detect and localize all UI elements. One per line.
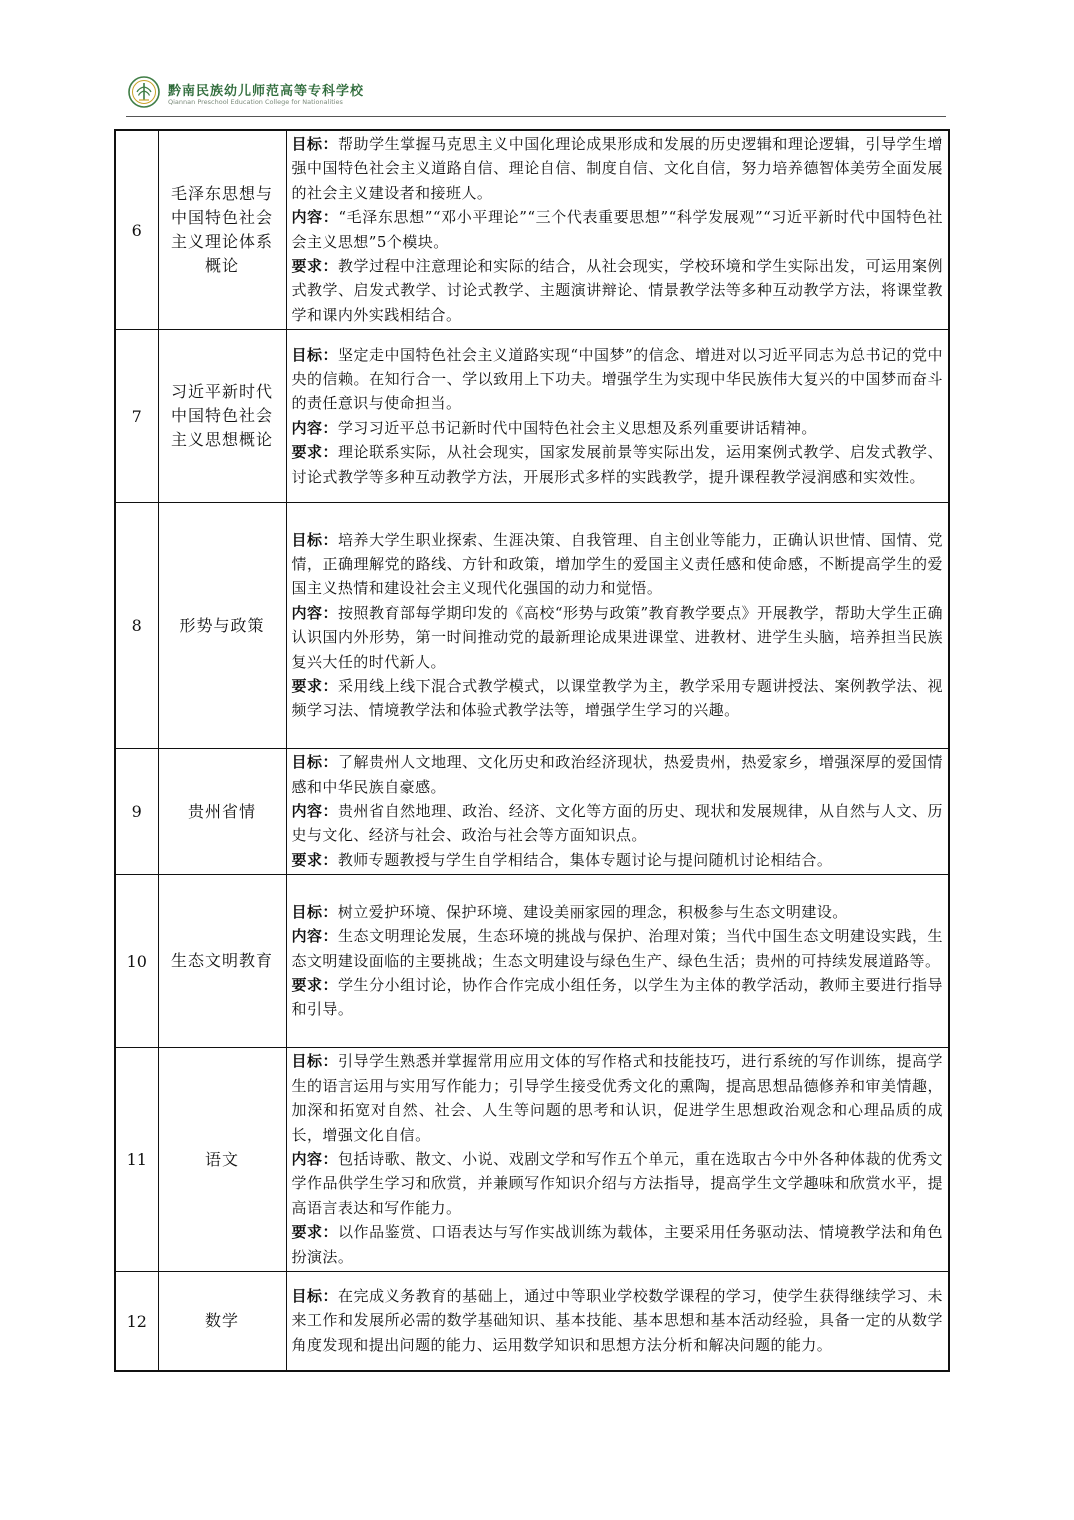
goal-paragraph [292, 132, 944, 205]
table-row [115, 330, 949, 503]
content-text: 按照教育部每学期印发的《高校“形势与政策”教育教学要点》开展教学，帮助大学生正确认识国内外形势，第一时间推动党的最新理论成果进课堂、进教材、进学生头脑，培养担当民族复兴大任的时代新人。 [291, 603, 943, 671]
content-label: 内容： [291, 927, 339, 946]
goal-text: 引导学生熟悉并掌握常用应用文体的写作格式和技能技巧，进行系统的写作训练，提高学生的语言运用与实用写作能力；引导学生接受优秀文化的熏陶，提高思想品德修养和审美情趣，加深和拓宽对自然、社会、人生等问题的思考和认识，促进学生思想政治观念和心理品质的成长，增强文化自信。 [291, 1052, 943, 1144]
row-number: 9 [115, 749, 158, 875]
goal-text: 坚定走中国特色社会主义道路实现“中国梦”的信念、增进对以习近平同志为总书记的党中央的信赖。在知行合一、学以致用上下功夫。增强学生为实现中华民族伟大复兴的中国梦而奋斗的责任意识与使命担当。 [291, 345, 943, 413]
requirement-paragraph [292, 440, 944, 489]
goal-paragraph [292, 900, 944, 924]
row-number: 11 [115, 1048, 158, 1272]
table-row [115, 503, 949, 749]
page-header [126, 72, 946, 117]
row-number: 7 [115, 330, 158, 503]
course-name: 习近平新时代中国特色社会主义思想概论 [158, 330, 286, 503]
content-text: 学习习近平总书记新时代中国特色社会主义思想及系列重要讲话精神。 [337, 418, 817, 437]
requirement-text: 教师专题教授与学生自学相结合，集体专题讨论与提问随机讨论相结合。 [337, 850, 833, 869]
course-name: 生态文明教育 [158, 875, 286, 1048]
course-description [286, 875, 949, 1048]
course-description [286, 1048, 949, 1272]
goal-text: 培养大学生职业探索、生涯决策、自我管理、自主创业等能力，正确认识世情、国情、党情，正确理解党的路线、方针和政策，增加学生的爱国主义责任感和使命感，不断提高学生的爱国主义热情和建设社会主义现代化强国的动力和觉悟。 [291, 530, 943, 598]
goal-paragraph [292, 1049, 944, 1147]
goal-paragraph [292, 1284, 944, 1357]
school-name-english: Qiannan Preschool Education College for Nationalities [168, 98, 343, 106]
course-name: 语文 [158, 1048, 286, 1272]
table-row [115, 749, 949, 875]
row-number: 10 [115, 875, 158, 1048]
goal-paragraph [292, 750, 944, 799]
requirement-label: 要求： [291, 1223, 339, 1242]
table-row [115, 1048, 949, 1272]
goal-label: 目标： [291, 1287, 339, 1306]
goal-label: 目标： [291, 345, 338, 364]
requirement-paragraph [292, 254, 944, 327]
requirement-label: 要求： [291, 850, 338, 869]
curriculum-table [114, 129, 950, 1372]
course-description [286, 130, 949, 330]
row-number: 6 [115, 130, 158, 330]
goal-paragraph [292, 528, 944, 601]
requirement-text: 采用线上线下混合式教学模式，以课堂教学为主，教学采用专题讲授法、案例教学法、视频学习法、情境教学法和体验式教学法等，增强学生学习的兴趣。 [291, 677, 943, 720]
goal-label: 目标： [291, 530, 339, 549]
content-text: 包括诗歌、散文、小说、戏剧文学和写作五个单元，重在选取古今中外各种体裁的优秀文学作品供学生学习和欣赏，并兼顾写作知识介绍与方法指导，提高学生文学趣味和欣赏水平，提高语言表达和写作能力。 [291, 1149, 943, 1217]
requirement-text: 学生分小组讨论，协作合作完成小组任务，以学生为主体的教学活动，教师主要进行指导和引导。 [291, 975, 943, 1019]
course-name: 贵州省情 [158, 749, 286, 875]
content-paragraph [292, 799, 944, 848]
goal-text: 了解贵州人文地理、文化历史和政治经济现状，热爱贵州，热爱家乡，增强深厚的爱国情感和中华民族自豪感。 [291, 753, 943, 796]
content-label: 内容： [291, 1149, 339, 1168]
content-text: 贵州省自然地理、政治、经济、文化等方面的历史、现状和发展规律，从自然与人文、历史与文化、经济与社会、政治与社会等方面知识点。 [291, 802, 943, 845]
goal-text: 在完成义务教育的基础上，通过中等职业学校数学课程的学习，使学生获得继续学习、未来工作和发展所必需的数学基础知识、基本技能、基本思想和基本活动经验，具备一定的从数学角度发现和提出问题的能力、运用数学知识和思想方法分析和解决问题的能力。 [291, 1287, 943, 1354]
school-name: 黔南民族幼儿师范高等专科学校 [168, 84, 365, 99]
requirement-label: 要求： [291, 257, 339, 276]
requirement-text: 教学过程中注意理论和实际的结合，从社会现实，学校环境和学生实际出发，可运用案例式教学、启发式教学、讨论式教学、主题演讲辩论、情景教学法等多种互动教学方法，将课堂教学和课内外实践相结合。 [291, 257, 943, 324]
school-logo-icon [128, 76, 160, 108]
table-row [115, 875, 949, 1048]
content-label: 内容： [291, 802, 339, 821]
table-row [115, 130, 949, 330]
requirement-label: 要求： [291, 443, 339, 462]
course-name: 毛泽东思想与中国特色社会主义理论体系概论 [158, 130, 286, 330]
content-text: “毛泽东思想”“邓小平理论”“三个代表重要思想”“科学发展观”“习近平新时代中国特色社会主义思想”5个模块。 [291, 208, 943, 251]
content-paragraph [292, 205, 944, 254]
content-paragraph [292, 416, 944, 440]
requirement-label: 要求： [291, 677, 339, 696]
goal-label: 目标： [291, 902, 338, 921]
requirement-text: 以作品鉴赏、口语表达与写作实战训练为载体，主要采用任务驱动法、情境教学法和角色扮演法。 [291, 1223, 943, 1266]
requirement-label: 要求： [291, 975, 339, 994]
course-description [286, 749, 949, 875]
goal-label: 目标： [291, 135, 339, 153]
row-number: 8 [115, 503, 158, 749]
content-label: 内容： [291, 418, 338, 437]
content-text: 生态文明理论发展，生态环境的挑战与保护、治理对策；当代中国生态文明建设实践，生态文明建设面临的主要挑战；生态文明建设与绿色生产、绿色生活；贵州的可持续发展道路等。 [291, 927, 943, 970]
course-name: 形势与政策 [158, 503, 286, 749]
content-paragraph [292, 1147, 944, 1220]
course-description [286, 503, 949, 749]
goal-paragraph [292, 343, 944, 416]
requirement-paragraph [292, 848, 944, 872]
content-label: 内容： [291, 603, 338, 622]
content-label: 内容： [291, 208, 339, 227]
goal-label: 目标： [291, 753, 339, 772]
course-name: 数学 [158, 1271, 286, 1371]
requirement-paragraph [292, 1220, 944, 1269]
content-paragraph [292, 924, 944, 973]
requirement-paragraph [292, 674, 944, 723]
requirement-text: 理论联系实际，从社会现实，国家发展前景等实际出发，运用案例式教学、启发式教学、讨论式教学等多种互动教学方法，开展形式多样的实践教学，提升课程教学浸润感和实效性。 [291, 443, 943, 486]
goal-text: 树立爱护环境、保护环境、建设美丽家园的理念，积极参与生态文明建设。 [337, 902, 848, 921]
requirement-paragraph [292, 973, 944, 1022]
row-number: 12 [115, 1271, 158, 1371]
course-description [286, 330, 949, 503]
content-paragraph [292, 601, 944, 674]
goal-text: 帮助学生掌握马克思主义中国化理论成果形成和发展的历史逻辑和理论逻辑，引导学生增强中国特色社会主义道路自信、理论自信、制度自信、文化自信，努力培养德智体美劳全面发展的社会主义建设者和接班人。 [291, 135, 943, 202]
table-row [115, 1271, 949, 1371]
goal-label: 目标： [291, 1052, 339, 1071]
course-description [286, 1271, 949, 1371]
